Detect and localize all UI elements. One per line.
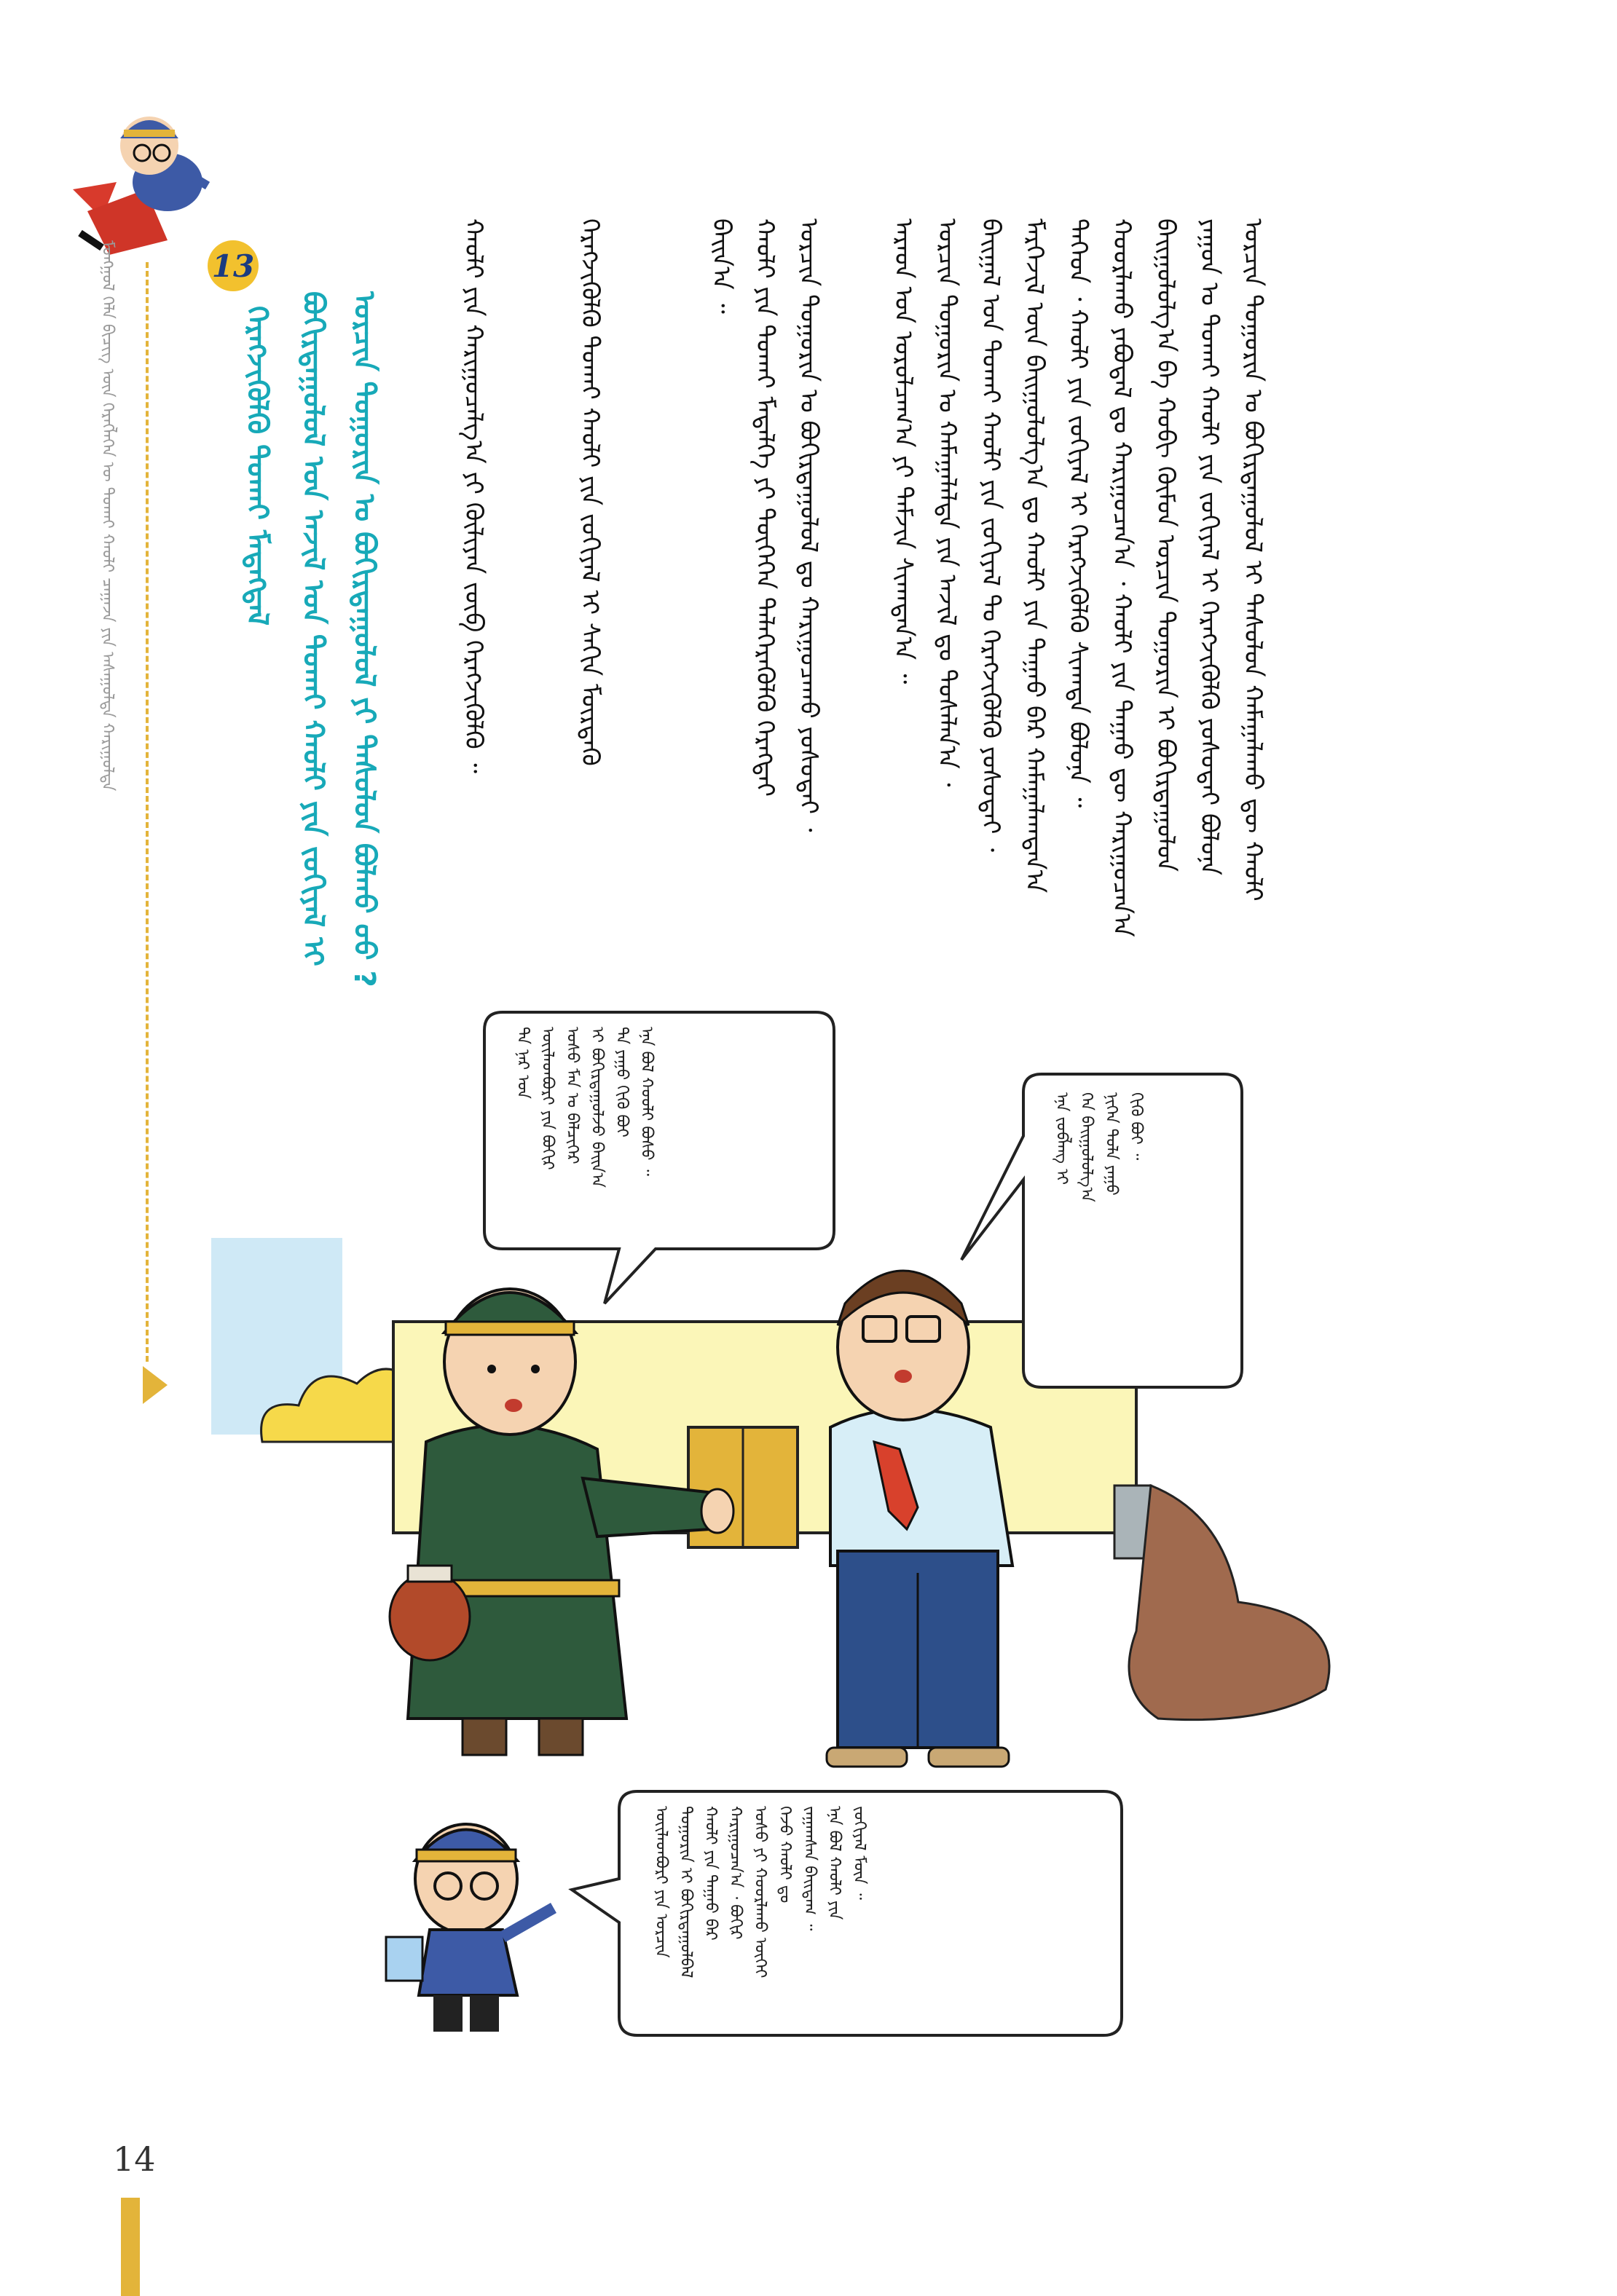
boy-bubble-line: ᠬᠠᠷᠢᠭᠤᠴᠠᠨ᠎ᠠ ᠂ ᠪᠣᠬᠢᠷ [726, 1806, 744, 1940]
body-text-line: ᠬᠠᠤᠯᠢ ᠶᠢᠨ ᠬᠠᠷᠢᠭᠤᠴᠠᠯᠭ᠎ᠠ ᠶᠢ ᠬᠦᠯᠢᠶᠡᠨ ᠵᠦᠪ ᠬᠡᠷᠡᠭᠵᠢᠭᠦᠯᠬᠦ ᠃ [459, 218, 488, 773]
worker-bubble-line: ᠨᠢᠭᠡᠨ ᠲᠤᠯᠠ ᠶᠠᠭᠤ [1102, 1092, 1120, 1196]
question-title-line: ᠣᠷᠴᠢᠨ ᠲᠣᠭᠣᠷᠢᠨ ᠤ ᠪᠣᠬᠢᠷᠳᠠᠭᠤᠯᠤᠯ ᠶᠢ ᠲᠠᠰᠤᠯᠤᠨ ᠪᠣᠯᠬᠤ ᠤᠤ ? [347, 291, 381, 987]
running-header: ᠮᠣᠩᠭᠣᠯ ᠬᠡᠯᠡ ᠪᠢᠴᠢᠭ ᠦᠨ ᠬᠡᠷᠡᠭᠯᠡᠭᠡᠨ ᠦ ᠲᠤᠬᠠᠢ ᠬᠠᠤᠯᠢ ᠴᠠᠭᠠᠵᠠ ᠶᠢᠨ ᠠᠰᠠᠭᠤᠯᠲᠠ ᠬᠠᠷᠢᠭᠤᠯᠲᠠ [98, 240, 117, 792]
body-text-line: ᠲᠡᠭᠡᠳ ᠂ ᠬᠠᠤᠯᠢ ᠶᠢᠨ ᠵᠣᠬᠢᠶᠠᠯ ᠢ ᠬᠡᠷᠡᠭᠵᠢᠭᠦᠯᠬᠦ ᠰᠢᠬᠠᠳᠠ ᠪᠣᠯᠤᠨᠠ ᠃ [1063, 218, 1093, 808]
body-text-line: ᠪᠠᠢᠭᠤᠯᠤᠯᠭ᠎ᠠ ᠪᠠ ᠬᠤᠪᠢ ᠬᠦᠮᠦᠨ ᠤᠷᠴᠢᠨ ᠲᠣᠭᠣᠷᠢᠨ ᠢ ᠪᠣᠬᠢᠷᠳᠠᠭᠤᠯᠤᠨ [1151, 218, 1180, 872]
body-text-line: ᠬᠡᠷᠡᠭᠵᠢᠭᠦᠯᠬᠦ ᠲᠤᠬᠠᠢ ᠬᠠᠤᠯᠢ ᠶᠢᠨ ᠵᠣᠬᠢᠶᠠᠯ ᠢ ᠰᠠᠬᠢᠨ ᠮᠦᠷᠳᠡᠬᠦ [575, 218, 605, 766]
herder-bubble-line: ᠲᠠ ᠨᠠᠷ ᠤᠨ [514, 1027, 532, 1100]
herder-bubble-line: ᠲᠠ ᠶᠠᠭᠤ ᠬᠢᠬᠦ ᠪᠤᠢ [613, 1027, 631, 1137]
dashed-rule [146, 262, 149, 1362]
flying-boy-mascot [73, 117, 208, 255]
question-title-line: ᠪᠣᠬᠢᠷᠳᠠᠭᠤᠯᠤᠯ ᠤᠨ ᠠᠵᠢᠯ ᠤᠨ ᠲᠤᠬᠠᠢ ᠬᠠᠤᠯᠢ ᠶᠢᠨ ᠵᠣᠬᠢᠶᠠᠯ ᠢ [296, 291, 330, 967]
herder-bubble-line: ᠦᠢᠯᠡᠳᠪᠦᠷᠢ ᠶᠢᠨ ᠪᠣᠬᠢᠷ [538, 1027, 556, 1170]
page-number: 14 [113, 2139, 156, 2179]
page-accent-bar [121, 2198, 140, 2296]
question-number-badge: 13 [208, 240, 259, 291]
body-text-line: ᠬᠠᠤᠯᠢ ᠶᠢᠨ ᠲᠤᠬᠠᠢ ᠮᠡᠳᠡᠯᠭᠡ ᠶᠢ ᠲᠦᠭᠡᠭᠡᠨ ᠳᠡᠯᠡᠭᠡᠷᠡᠭᠦᠯᠬᠦ ᠬᠡᠷᠡᠭᠲᠡᠢ [750, 218, 779, 797]
herder-bubble-line: ᠢ ᠪᠣᠬᠢᠷᠳᠠᠭᠤᠯᠵᠤ ᠪᠠᠢᠨ᠎ᠠ [588, 1027, 606, 1188]
boy-bubble-line: ᠬᠠᠤᠯᠢ ᠶᠢᠨ ᠳᠠᠭᠠᠤ ᠪᠠᠷ [701, 1806, 720, 1941]
worker-bubble-line: ᠬᠡᠨ ᠪᠠᠢᠭᠤᠯᠤᠯᠭ᠎ᠠ [1077, 1092, 1095, 1202]
worker-bubble-line: ᠡᠨᠡ ᠵᠣᠪᠯᠠᠩ ᠢ [1053, 1092, 1071, 1185]
boy-bubble-line: ᠲᠣᠭᠣᠷᠢᠨ ᠢ ᠪᠣᠬᠢᠷᠳᠠᠭᠤᠯᠪᠠᠯ [677, 1806, 695, 1979]
body-text-line: ᠶᠠᠭᠤᠨ ᠤ ᠲᠤᠬᠠᠢ ᠬᠠᠤᠯᠢ ᠶᠢᠨ ᠵᠣᠬᠢᠶᠠᠯ ᠢ ᠬᠡᠷᠡᠭᠵᠢᠭᠦᠯᠬᠦ ᠶᠣᠰᠣᠲᠠᠢ ᠪᠣᠯᠤᠨᠠ [1195, 218, 1224, 875]
body-text-line: ᠠᠷᠠᠳ ᠤᠨ ᠣᠷᠤᠯᠴᠠᠭ᠎ᠠ ᠶᠢ ᠳᠡᠮᠵᠢᠨ ᠰᠢᠬᠠᠳᠠᠨ᠎ᠠ ᠃ [889, 218, 918, 685]
boy-bubble-text [648, 1806, 1100, 2021]
boy-bubble-line: ᠭᠡᠵᠦ ᠬᠠᠤᠯᠢ ᠳᠤ [776, 1806, 794, 1904]
body-text-line: ᠣᠷᠴᠢᠨ ᠲᠣᠭᠣᠷᠢᠨ ᠤ ᠬᠠᠮᠠᠭᠠᠯᠠᠯᠲᠠ ᠶᠢᠨ ᠠᠵᠢᠯ ᠳᠤ ᠲᠤᠰᠠᠯᠠᠨ᠎ᠠ ᠂ [932, 218, 961, 787]
boy-bubble-line: ᠵᠣᠬᠢᠶᠠᠯ ᠮᠥᠨ ᠃ [850, 1806, 868, 1901]
boy-bubble-line: ᠵᠠᠭᠠᠭᠰᠠᠨ ᠪᠠᠢᠳᠠᠭ ᠃ [800, 1806, 819, 1931]
worker-bubble-line: ᠬᠢᠬᠦ ᠪᠤᠢ ᠃ [1127, 1092, 1145, 1161]
sewage-drain-pipe [1114, 1486, 1329, 1720]
body-text-line: ᠣᠷᠴᠢᠨ ᠲᠣᠭᠣᠷᠢᠨ ᠤ ᠪᠣᠬᠢᠷᠳᠠᠭᠤᠯᠤᠯ ᠢ ᠲᠠᠰᠤᠯᠤᠨ ᠬᠠᠮᠠᠭᠠᠯᠠᠬᠤ ᠳᠦ ᠬᠠᠤᠯᠢ [1238, 218, 1267, 902]
body-text-line: ᠬᠣᠣᠷᠯᠠᠬᠤ ᠶᠠᠪᠤᠳᠠᠯ ᠳᠤ ᠬᠠᠷᠢᠭᠤᠴᠠᠨ᠎ᠠ ᠂ ᠬᠠᠤᠯᠢ ᠶᠢᠨ ᠳᠠᠭᠠᠤ ᠳᠦ ᠬᠠᠷᠢᠭᠤᠴᠠᠨ᠎ᠠ [1107, 218, 1136, 937]
boy-bubble-line: ᠤᠰᠤ ᠶᠢ ᠬᠣᠣᠷᠯᠠᠬᠤ ᠦᠭᠡᠢ [751, 1806, 769, 1979]
body-text-line: ᠮᠡᠷᠭᠡᠵᠢᠯ ᠦᠨ ᠪᠠᠢᠭᠤᠯᠤᠯᠭ᠎ᠠ ᠳᠤ ᠬᠠᠤᠯᠢ ᠶᠢᠨ ᠳᠠᠭᠠᠤ ᠪᠠᠷ ᠬᠠᠮᠠᠭᠠᠯᠠᠭᠳᠠᠨ᠎ᠠ [1020, 218, 1049, 893]
herder-bubble-line: ᠤᠰᠤ ᠮᠠᠨ ᠤ ᠪᠡᠯᠴᠢᠭᠡᠷ [563, 1027, 581, 1164]
body-text-line: ᠪᠠᠢᠭᠠᠯ ᠤᠨ ᠲᠤᠬᠠᠢ ᠬᠠᠤᠯᠢ ᠶᠢᠨ ᠵᠣᠬᠢᠶᠠᠯ ᠲᠤ ᠭᠡᠷᠡᠭᠵᠢᠭᠦᠯᠬᠦ ᠶᠣᠰᠣᠲᠠᠢ ᠂ [976, 218, 1005, 852]
boy-with-book-figure [386, 1824, 554, 2032]
body-text-line: ᠣᠷᠴᠢᠨ ᠲᠣᠭᠣᠷᠢᠨ ᠤ ᠪᠣᠬᠢᠷᠳᠠᠭᠤᠯᠤᠯ ᠳᠤ ᠬᠠᠷᠢᠭᠤᠴᠠᠬᠤ ᠶᠣᠰᠣᠲᠠᠢ ᠂ [794, 218, 823, 832]
worker-bubble-text [1049, 1092, 1224, 1369]
question-title-line: ᠬᠡᠷᠡᠭᠵᠢᠭᠦᠯᠬᠦ ᠲᠤᠬᠠᠢ ᠮᠡᠳᠡᠭᠳᠡᠯ [240, 306, 274, 626]
herder-bubble-text [510, 1027, 816, 1231]
herder-bubble-line: ᠡᠨᠡ ᠪᠣᠯ ᠬᠤᠤᠯᠢ ᠪᠤᠰᠤ ᠃ [637, 1027, 656, 1176]
arrow-marker-icon [143, 1366, 168, 1404]
boy-bubble-line: ᠡᠨᠡ ᠪᠣᠯ ᠬᠠᠤᠯᠢ ᠶᠢᠨ [825, 1806, 843, 1920]
boy-bubble-line: ᠦᠢᠯᠡᠳᠪᠦᠷᠢ ᠶᠢᠨ ᠣᠷᠴᠢᠨ [652, 1806, 670, 1958]
body-text-line: ᠪᠠᠢᠨ᠎ᠠ ᠃ [707, 218, 736, 314]
